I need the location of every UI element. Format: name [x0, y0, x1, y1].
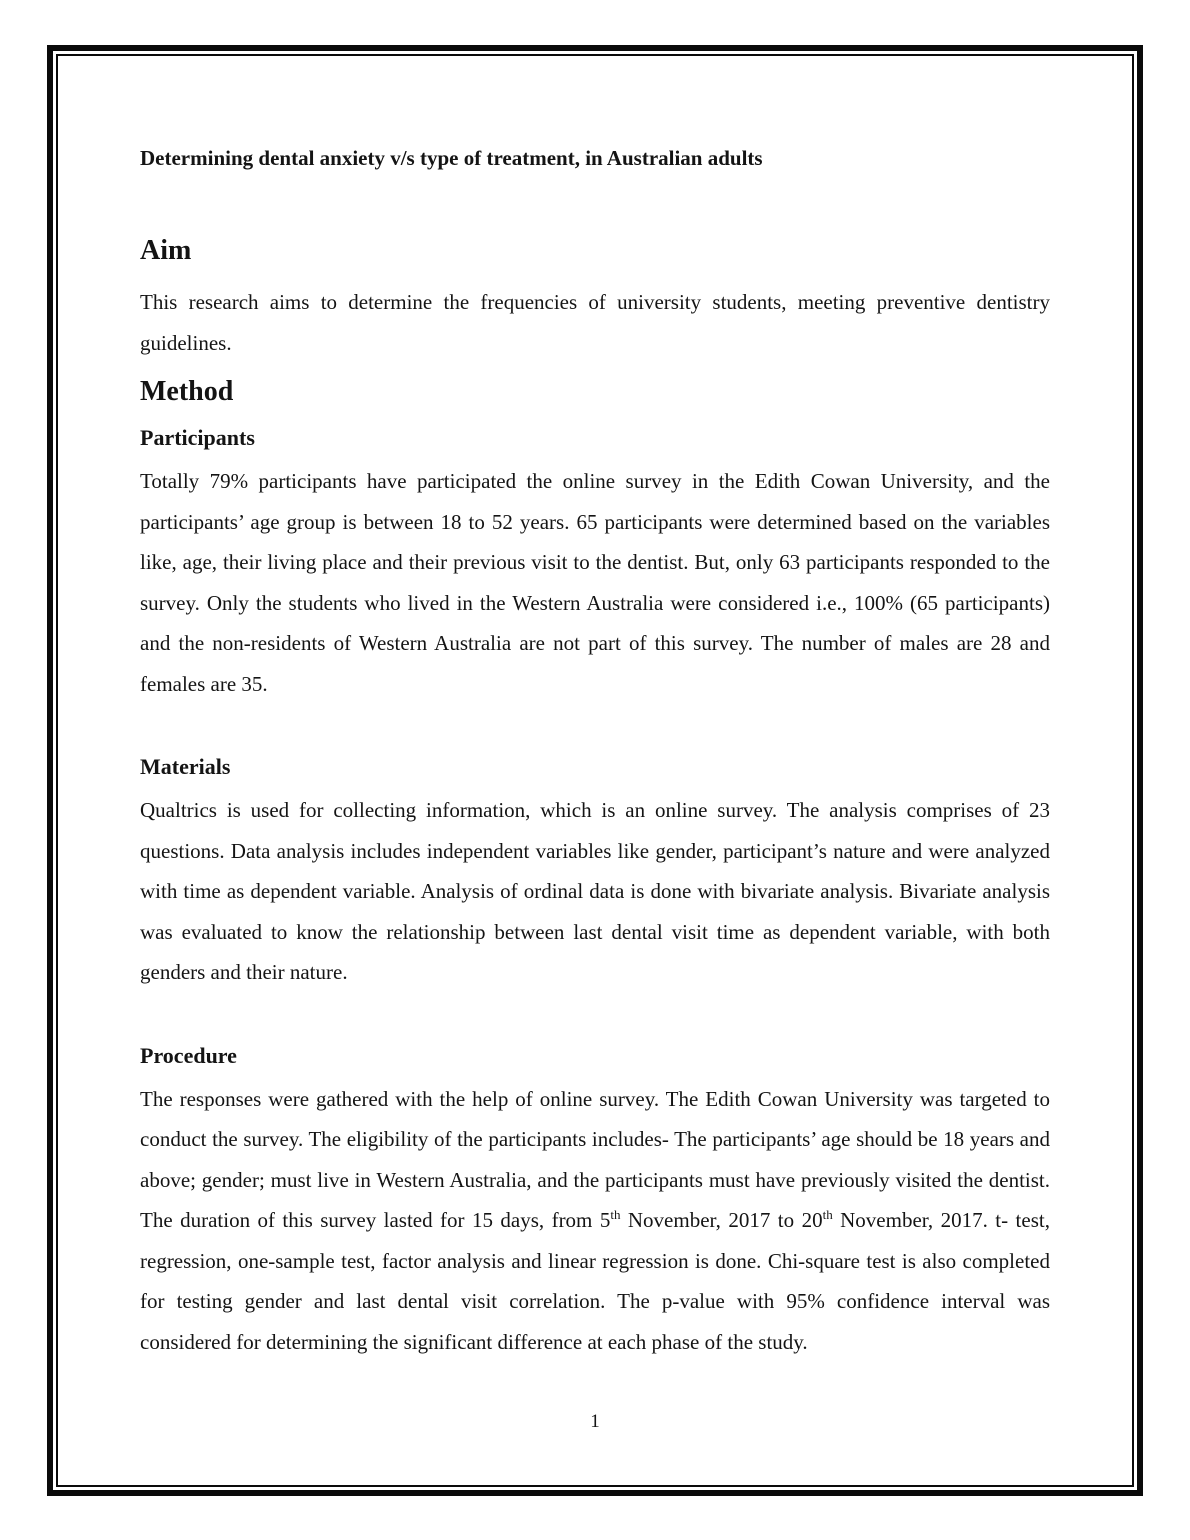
document-title: Determining dental anxiety v/s type of treatment, in Australian adults: [140, 146, 763, 170]
page-border-outer: [47, 45, 1143, 1496]
procedure-paragraph: The responses were gathered with the help of online survey. The Edith Cowan University was targeted to conduct the survey. The eligibility of the participants includes- The participants’ age should be 18 years and above; gender; must live in Western Australia, and the participants must have previously visited the dentist. The duration of this survey lasted for 15 days, from 5th November, 2017 to 20th November, 2017. t- test, regression, one-sample test, factor analysis and linear regression is done. Chi-square test is also completed for testing gender and last dental visit correlation. The p-value with 95% confidence interval was considered for determining the significant difference at each phase of the study.: [140, 1086, 1050, 1354]
heading-method: Method: [140, 376, 234, 407]
spacer: [140, 710, 1050, 752]
materials-paragraph: Qualtrics is used for collecting information, which is an online survey. The analysis comprises of 23 questions. Data analysis includes independent variables like gender, participant’s nature and were analyzed with time as dependent variable. Analysis of ordinal data is done with bivariate analysis. Bivariate analysis was evaluated to know the relationship between last dental visit time as dependent variable, with both genders and their nature.: [140, 798, 1050, 984]
aim-paragraph: This research aims to determine the frequencies of university students, meeting preventive dentistry guidelines.: [140, 290, 1050, 355]
heading-participants: Participants: [140, 425, 255, 450]
page-border-inner: [56, 54, 1134, 1487]
heading-procedure: Procedure: [140, 1042, 237, 1068]
spacer: [140, 999, 1050, 1041]
participants-paragraph: Totally 79% participants have participated the online survey in the Edith Cowan University, and the participants’ age group is between 18 to 52 years. 65 participants were determined based on the variables like, age, their living place and their previous visit to the dentist. But, only 63 participants responded to the survey. Only the students who lived in the Western Australia were considered i.e., 100% (65 participants) and the non-residents of Western Australia are not part of this survey. The number of males are 28 and females are 35.: [140, 469, 1050, 696]
heading-materials: Materials: [140, 754, 231, 779]
document-content: [58, 56, 1132, 1362]
heading-aim: Aim: [140, 235, 192, 266]
page-number: 1: [590, 1411, 600, 1432]
